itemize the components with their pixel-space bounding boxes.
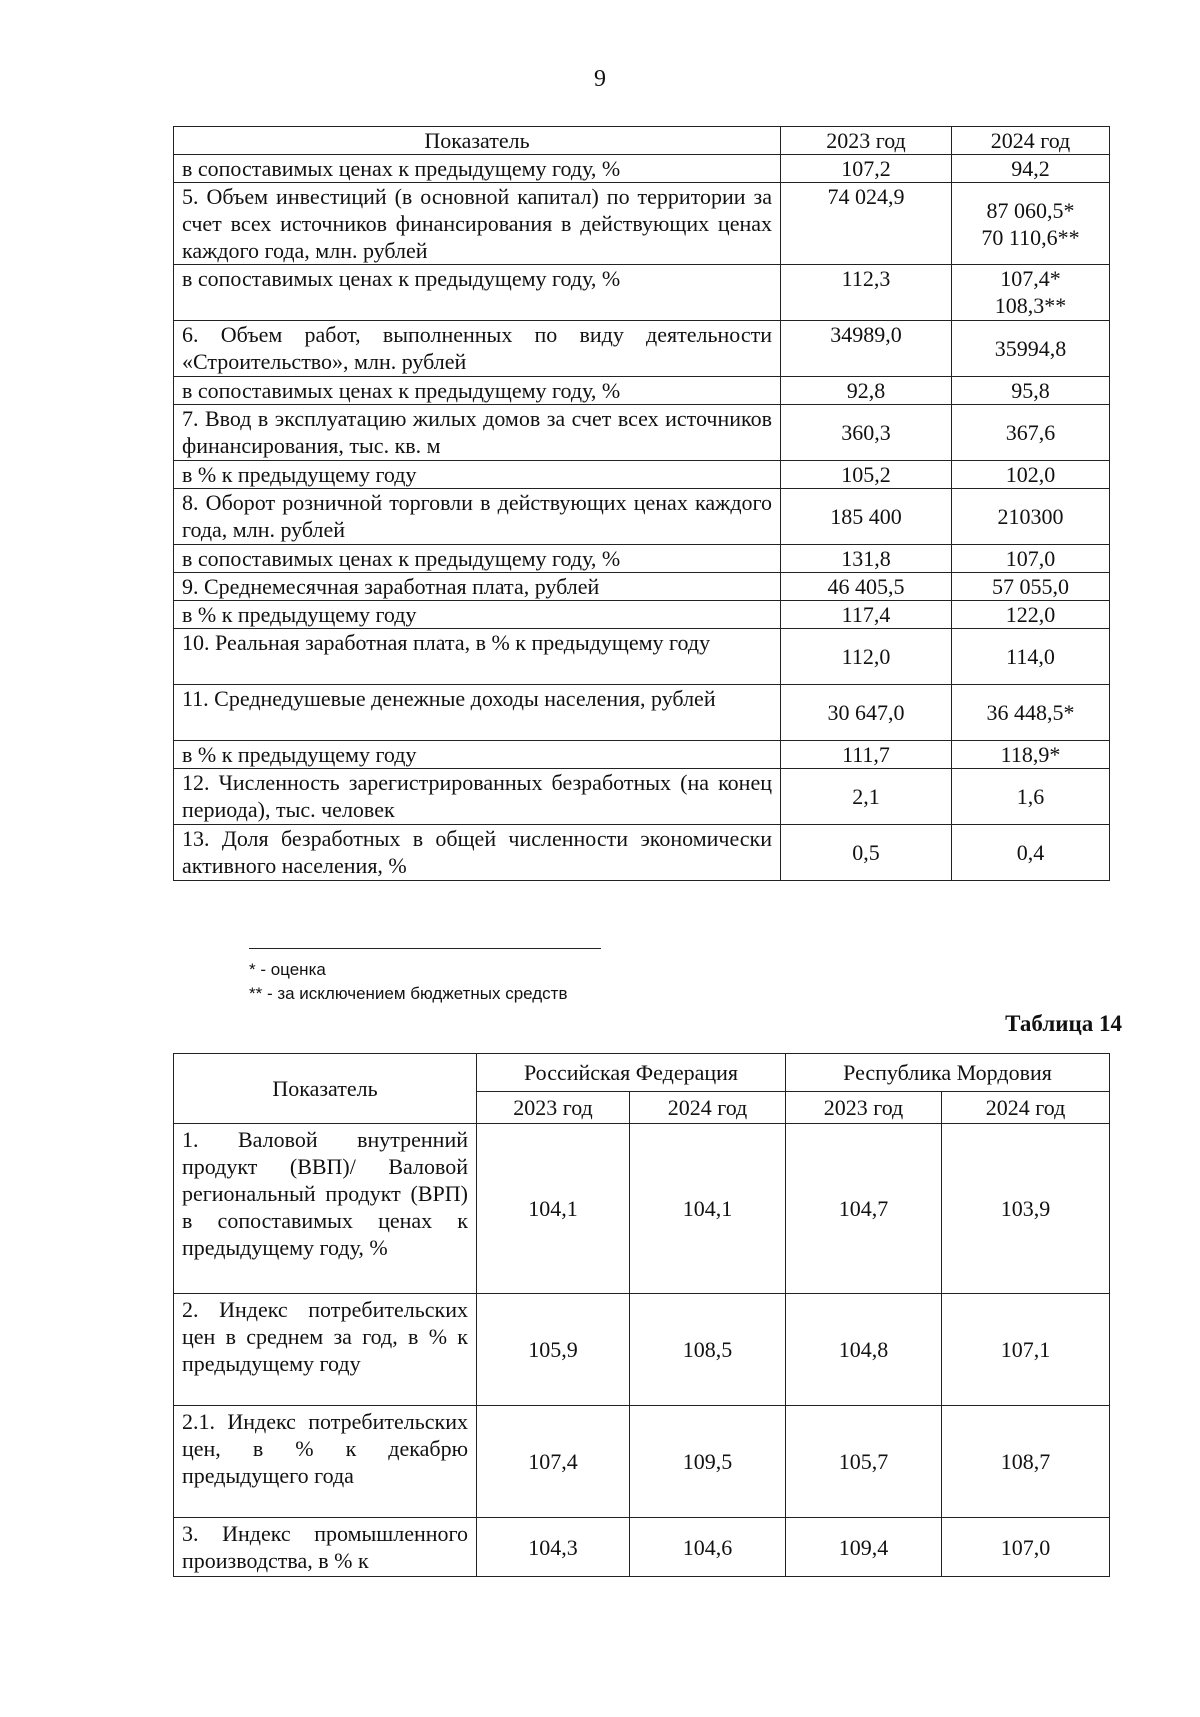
value-2024: 122,0 [952, 601, 1110, 629]
table-row [174, 573, 1110, 601]
value-rf-2023: 104,3 [477, 1518, 630, 1577]
value-2024: 87 060,5* 70 110,6** [952, 183, 1110, 265]
table-row [174, 1406, 1110, 1518]
table-14-caption: Таблица 14 [1005, 1011, 1122, 1036]
value-2023: 30 647,0 [781, 685, 952, 741]
value-2023: 360,3 [781, 405, 952, 461]
value-2023: 74 024,9 [781, 183, 952, 265]
table-14 [173, 1053, 1110, 1577]
value-2024: 118,9* [952, 741, 1110, 769]
table-row [174, 405, 1110, 461]
value-rm-2023: 104,8 [786, 1294, 942, 1406]
table-row [174, 769, 1110, 825]
header-rf-2024: 2024 год [630, 1092, 786, 1124]
table-row [174, 601, 1110, 629]
footnote-estimate: * - оценка [249, 960, 326, 979]
row-label: 2. Индекс потребительских цен в среднем за год, в % к предыдущему году [174, 1294, 477, 1406]
value-2023: 112,0 [781, 629, 952, 685]
row-label: 2.1. Индекс потребительских цен, в % к декабрю предыдущего года [174, 1406, 477, 1518]
page-number: 9 [594, 66, 606, 92]
header-rm-2023: 2023 год [786, 1092, 942, 1124]
value-rf-2024: 109,5 [630, 1406, 786, 1518]
table-row [174, 825, 1110, 881]
value-2024: 210300 [952, 489, 1110, 545]
header-republic-mordovia: Республика Мордовия [786, 1054, 1110, 1092]
table-row [174, 461, 1110, 489]
table-header-row [174, 1054, 1110, 1092]
row-label: 3. Индекс промышленного производства, в % к [174, 1518, 477, 1577]
table-header-row [174, 127, 1110, 155]
value-rm-2023: 105,7 [786, 1406, 942, 1518]
indicators-table-continued [173, 126, 1110, 881]
value-2023: 131,8 [781, 545, 952, 573]
value-2024: 36 448,5* [952, 685, 1110, 741]
value-2024: 57 055,0 [952, 573, 1110, 601]
value-rf-2023: 104,1 [477, 1124, 630, 1294]
value-2023: 185 400 [781, 489, 952, 545]
value-2024: 367,6 [952, 405, 1110, 461]
table-row [174, 1294, 1110, 1406]
value-2023: 112,3 [781, 265, 952, 321]
value-2023: 92,8 [781, 377, 952, 405]
header-rm-2024: 2024 год [942, 1092, 1110, 1124]
row-label: 1. Валовой внутренний продукт (ВВП)/ Валовой региональный продукт (ВРП) в сопоставимых ценах к предыдущему году, % [174, 1124, 477, 1294]
table-row [174, 1518, 1110, 1577]
row-label: 7. Ввод в эксплуатацию жилых домов за счет всех источников финансирования, тыс. кв. м [174, 405, 781, 461]
table-row [174, 489, 1110, 545]
value-rf-2023: 107,4 [477, 1406, 630, 1518]
table-row [174, 545, 1110, 573]
header-russian-federation: Российская Федерация [477, 1054, 786, 1092]
row-label: в % к предыдущему году [174, 601, 781, 629]
table-row [174, 1124, 1110, 1294]
row-label: в % к предыдущему году [174, 461, 781, 489]
row-label: в сопоставимых ценах к предыдущему году, % [174, 155, 781, 183]
row-label: в сопоставимых ценах к предыдущему году, % [174, 545, 781, 573]
value-rf-2023: 105,9 [477, 1294, 630, 1406]
value-rm-2024: 107,1 [942, 1294, 1110, 1406]
value-2023: 107,2 [781, 155, 952, 183]
row-label: 5. Объем инвестиций (в основной капитал) по территории за счет всех источников финансирования в действующих ценах каждого года, млн. рублей [174, 183, 781, 265]
header-indicator: Показатель [174, 1054, 477, 1124]
table-row [174, 155, 1110, 183]
value-2023: 0,5 [781, 825, 952, 881]
value-2024: 114,0 [952, 629, 1110, 685]
row-label: в сопоставимых ценах к предыдущему году, % [174, 377, 781, 405]
header-indicator: Показатель [174, 127, 781, 155]
value-2024: 1,6 [952, 769, 1110, 825]
value-2024: 0,4 [952, 825, 1110, 881]
table-row [174, 321, 1110, 377]
value-2024: 107,4* 108,3** [952, 265, 1110, 321]
value-2023: 117,4 [781, 601, 952, 629]
value-2023: 34989,0 [781, 321, 952, 377]
table-row [174, 741, 1110, 769]
value-rm-2024: 107,0 [942, 1518, 1110, 1577]
value-rm-2023: 104,7 [786, 1124, 942, 1294]
header-rf-2023: 2023 год [477, 1092, 630, 1124]
value-2024: 94,2 [952, 155, 1110, 183]
value-2023: 111,7 [781, 741, 952, 769]
table-row [174, 377, 1110, 405]
value-rf-2024: 104,6 [630, 1518, 786, 1577]
table-row [174, 183, 1110, 265]
row-label: 8. Оборот розничной торговли в действующих ценах каждого года, млн. рублей [174, 489, 781, 545]
value-2024: 107,0 [952, 545, 1110, 573]
value-2024: 102,0 [952, 461, 1110, 489]
row-label: 12. Численность зарегистрированных безработных (на конец периода), тыс. человек [174, 769, 781, 825]
row-label: 10. Реальная заработная плата, в % к предыдущему году [174, 629, 781, 685]
table-row [174, 685, 1110, 741]
row-label: 13. Доля безработных в общей численности экономически активного населения, % [174, 825, 781, 881]
table-row [174, 629, 1110, 685]
row-label: в % к предыдущему году [174, 741, 781, 769]
value-2024: 35994,8 [952, 321, 1110, 377]
row-label: 9. Среднемесячная заработная плата, рублей [174, 573, 781, 601]
value-2024: 95,8 [952, 377, 1110, 405]
value-2023: 105,2 [781, 461, 952, 489]
value-rf-2024: 108,5 [630, 1294, 786, 1406]
footnote-excluding-budget: ** - за исключением бюджетных средств [249, 984, 568, 1003]
value-rm-2024: 103,9 [942, 1124, 1110, 1294]
header-year-2024: 2024 год [952, 127, 1110, 155]
table-row [174, 265, 1110, 321]
value-rm-2024: 108,7 [942, 1406, 1110, 1518]
row-label: в сопоставимых ценах к предыдущему году, % [174, 265, 781, 321]
value-2023: 2,1 [781, 769, 952, 825]
value-rm-2023: 109,4 [786, 1518, 942, 1577]
value-rf-2024: 104,1 [630, 1124, 786, 1294]
footnote-divider [249, 948, 601, 949]
header-year-2023: 2023 год [781, 127, 952, 155]
row-label: 6. Объем работ, выполненных по виду деятельности «Строительство», млн. рублей [174, 321, 781, 377]
row-label: 11. Среднедушевые денежные доходы населения, рублей [174, 685, 781, 741]
value-2023: 46 405,5 [781, 573, 952, 601]
